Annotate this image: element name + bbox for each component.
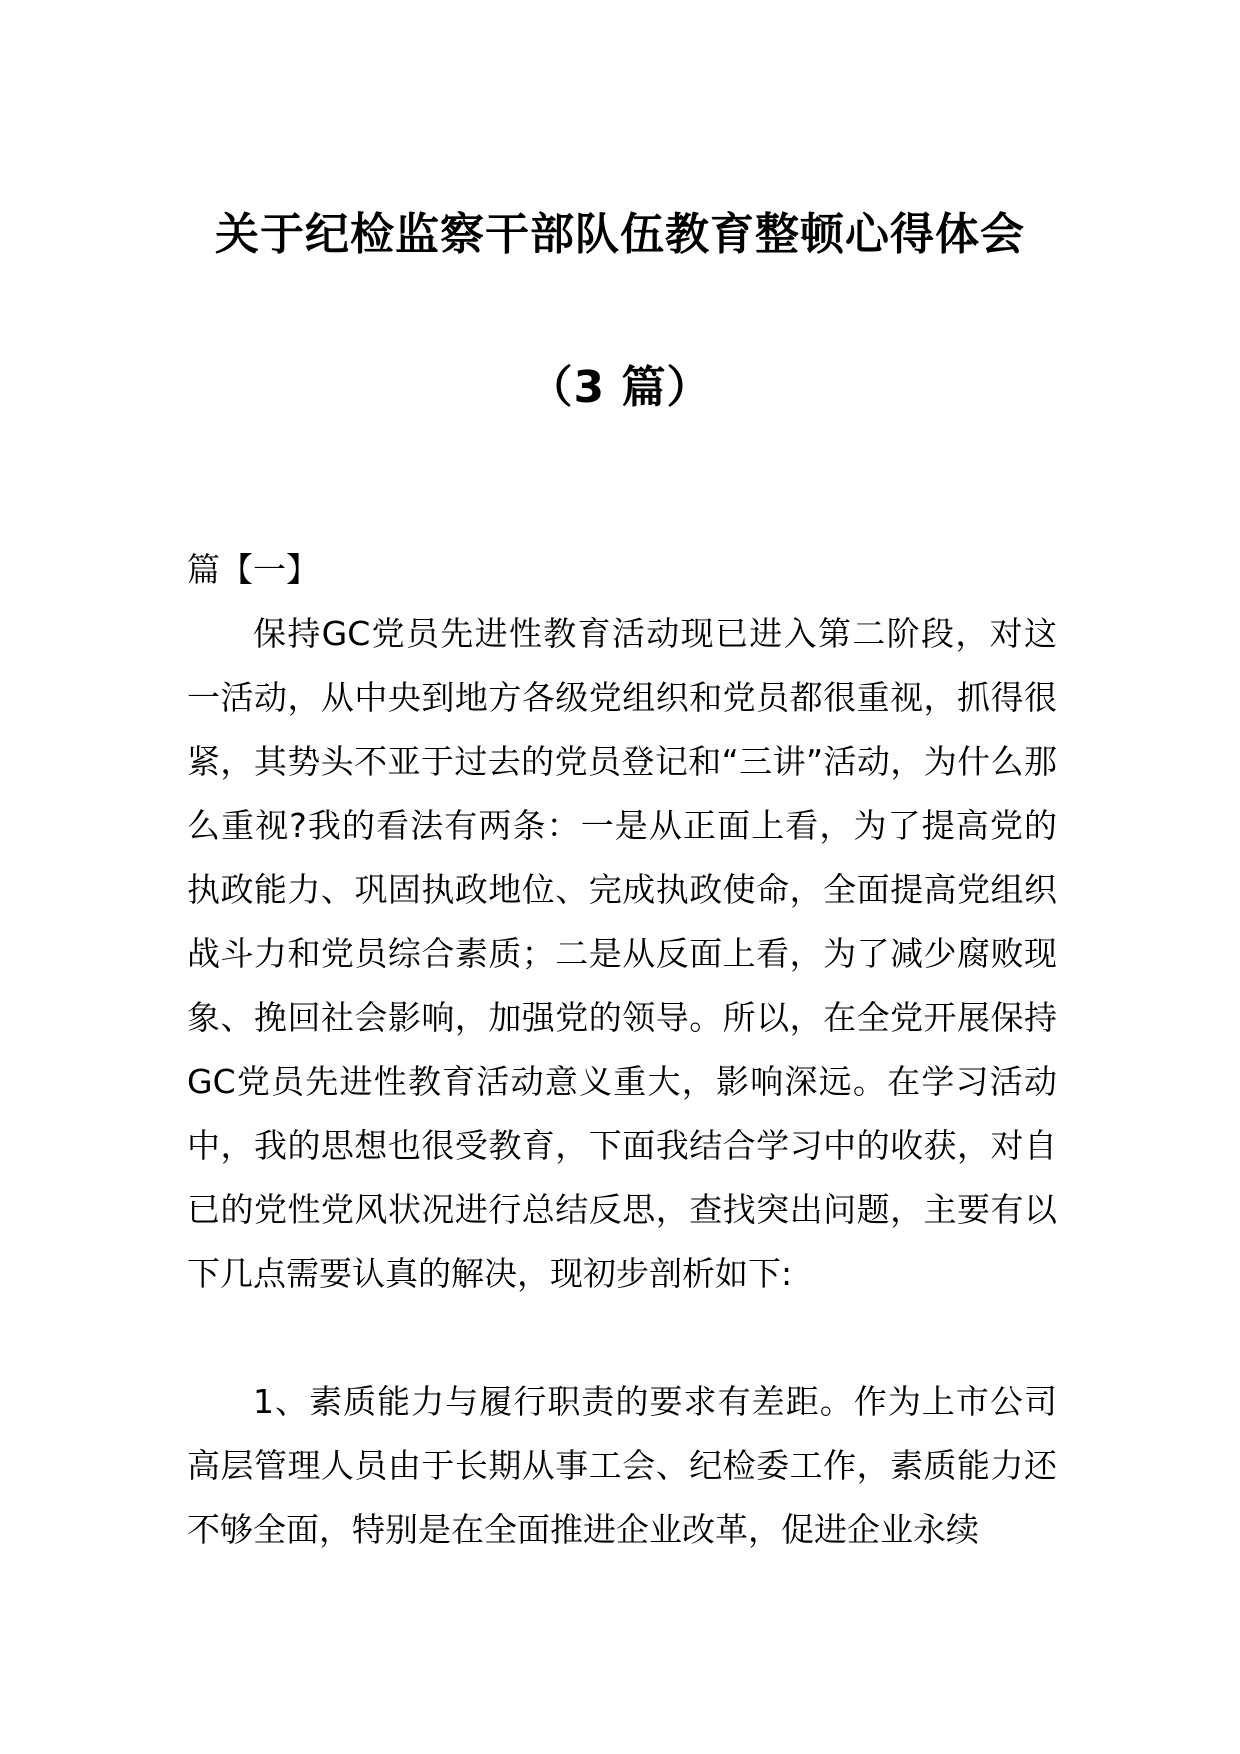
paragraph-point-1: 1、素质能力与履行职责的要求有差距。作为上市公司高层管理人员由于长期从事工会、纪检委工作，素质能力还不够全面，特别是在全面推进企业改革，促进企业永续 bbox=[187, 1382, 1057, 1549]
document-subtitle: （3 篇） bbox=[528, 362, 712, 413]
paragraph-intro: 保持GC党员先进性教育活动现已进入第二阶段，对这一活动，从中央到地方各级党组织和党员都很重视，抓得很紧，其势头不亚于过去的党员登记和“三讲”活动，为什么那么重视?我的看法有两条：一是从正面上看，为了提高党的执政能力、巩固执政地位、完成执政使命，全面提高党组织战斗力和党员综合素质；二是从反面上看，为了减少腐败现象、挽回社会影响，加强党的领导。所以，在全党开展保持GC党员先进性教育活动意义重大，影响深远。在学习活动中，我的思想也很受教育，下面我结合学习中的收获，对自已的党性党风状况进行总结反思，查找突出问题，主要有以下几点需要认真的解决，现初步剖析如下: bbox=[187, 614, 1057, 1293]
document-title: 关于纪检监察干部队伍教育整顿心得体会 bbox=[215, 209, 1025, 260]
section-heading: 篇【一】 bbox=[187, 550, 319, 589]
